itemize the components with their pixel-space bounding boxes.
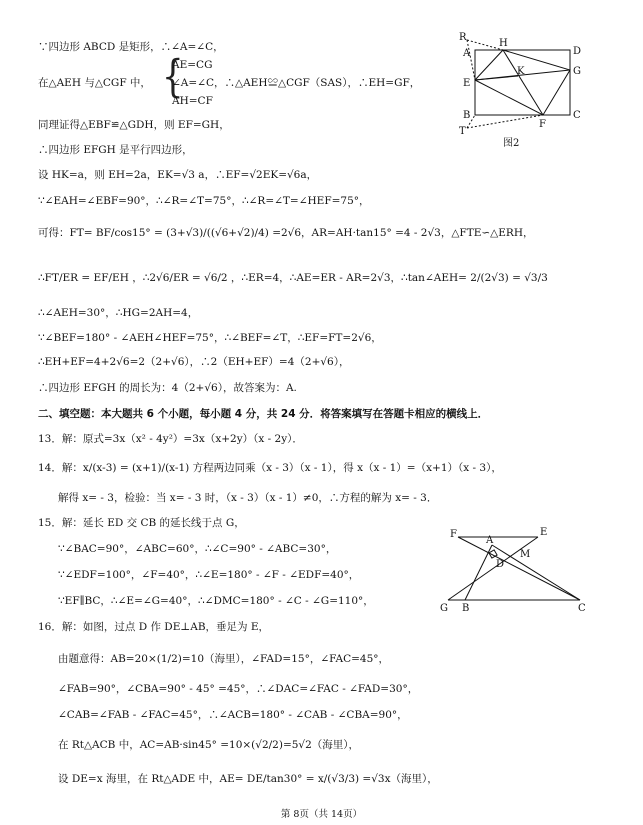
case-2: ∠A=∠C，∴△AEH≌△CGF（SAS），∴EH=GF， (172, 77, 421, 89)
fig2-label-C: C (573, 110, 581, 121)
q15-label-C: C (578, 603, 586, 614)
fig2-label-D: D (573, 46, 582, 57)
proof-line-5: 设 HK=a，则 EH=2a，EK=√3 a，∴EF=√2EK=√6a， (38, 169, 318, 181)
proof-line-1: ∵四边形 ABCD 是矩形，∴∠A=∠C， (38, 41, 224, 53)
fig2-label-F: F (539, 119, 546, 130)
q16-line-5: 在 Rt△ACB 中，AC=AB·sin45° =10×(√2/2)=5√2（海里）， (58, 739, 360, 751)
q15-line-1: 15．解：延长 ED 交 CB 的延长线于点 G， (38, 517, 245, 529)
proof-line-4: ∴四边形 EFGH 是平行四边形， (38, 144, 193, 156)
q14-line-2: 解得 x= - 3，检验：当 x= - 3 时，（x - 3）（x - 1）≠0，∴方程的解为 x= - 3． (58, 492, 438, 504)
q15-label-F: F (450, 529, 457, 540)
q16-line-1: 16．解：如图，过点 D 作 DE⊥AB，垂足为 E， (38, 621, 270, 633)
proof-line-2: 在△AEH 与△CGF 中， (38, 77, 151, 89)
q16-line-3: ∠FAB=90°，∠CBA=90° - 45° =45°，∴∠DAC=∠FAC - ∠FAD=30°， (58, 683, 419, 695)
fig2-label-A: A (463, 48, 471, 59)
fig2-label-T: T (459, 126, 466, 137)
fig2-caption: 图2 (503, 138, 520, 149)
fig2-label-G: G (573, 66, 581, 77)
proof-line-6: ∵∠EAH=∠EBF=90°，∴∠R=∠T=75°，∴∠R=∠T=∠HEF=75°， (38, 195, 370, 207)
figure-2 (455, 30, 595, 155)
figure-q15 (440, 525, 590, 620)
q15-label-G: G (440, 603, 448, 614)
q15-line-4: ∵EF∥BC，∴∠E=∠G=40°，∴∠DMC=180° - ∠C - ∠G=110°， (58, 595, 374, 607)
q16-line-4: ∠CAB=∠FAB - ∠FAC=45°，∴∠ACB=180° - ∠CAB - ∠CBA=90°， (58, 709, 408, 721)
proof-line-9: ∴∠AEH=30°，∴HG=2AH=4， (38, 307, 199, 319)
q15-line-2: ∵∠BAC=90°，∠ABC=60°，∴∠C=90° - ∠ABC=30°， (58, 543, 337, 555)
q13-line: 13．解：原式=3x（x² - 4y²）=3x（x+2y）（x - 2y）． (38, 433, 303, 445)
q14-line-1: 14．解：x/(x-3) = (x+1)/(x-1) 方程两边同乘（x - 3）（x - 1），得 x（x - 1）=（x+1）（x - 3）， (38, 462, 502, 474)
proof-line-8: ∴FT/ER = EF/EH ，∴2√6/ER = √6/2 ，∴ER=4，∴AE=ER - AR=2√3，∴tan∠AEH= 2/(2√3) = √3/3 (38, 272, 548, 284)
q16-line-2: 由题意得：AB=20×(1/2)=10（海里），∠FAD=15°，∠FAC=45°， (58, 653, 390, 665)
proof-line-10: ∵∠BEF=180° - ∠AEH∠HEF=75°，∴∠BEF=∠T，∴EF=FT=2√6， (38, 332, 382, 344)
q15-label-M: M (520, 549, 531, 560)
q15-label-A: A (486, 535, 494, 546)
fig2-label-H: H (499, 38, 508, 49)
proof-line-11: ∴EH+EF=4+2√6=2（2+√6），∴2（EH+EF）=4（2+√6）， (38, 356, 350, 368)
case-1: AE=CG (172, 59, 213, 71)
fig2-label-E: E (463, 78, 471, 89)
q15-label-B: B (462, 603, 470, 614)
proof-line-7: 可得：FT= BF/cos15° = (3+√3)/((√6+√2)/4) =2√6，AR=AH·tan15° =4 - 2√3，△FTE∽△ERH， (38, 227, 534, 239)
q15-label-E: E (540, 527, 548, 538)
q15-label-D: D (496, 559, 505, 570)
page-footer: 第 8页（共 14页） (280, 809, 363, 820)
case-3: AH=CF (172, 95, 213, 107)
fig2-label-K: K (517, 66, 525, 77)
q15-line-3: ∵∠EDF=100°，∠F=40°，∴∠E=180° - ∠F - ∠EDF=40°， (58, 569, 360, 581)
section-heading: 二、填空题：本大题共 6 个小题，每小题 4 分，共 24 分．将答案填写在答题卡相应的横线上． (38, 408, 489, 420)
q16-line-6: 设 DE=x 海里，在 Rt△ADE 中，AE= DE/tan30° = x/(√3/3) =√3x（海里）， (58, 773, 438, 785)
proof-line-12: ∴四边形 EFGH 的周长为：4（2+√6），故答案为：A. (38, 382, 297, 394)
fig2-label-R: R (459, 32, 467, 43)
fig2-label-B: B (463, 110, 471, 121)
case-brace: { (162, 51, 184, 103)
proof-line-3: 同理证得△EBF≌△GDH，则 EF=GH， (38, 119, 230, 131)
